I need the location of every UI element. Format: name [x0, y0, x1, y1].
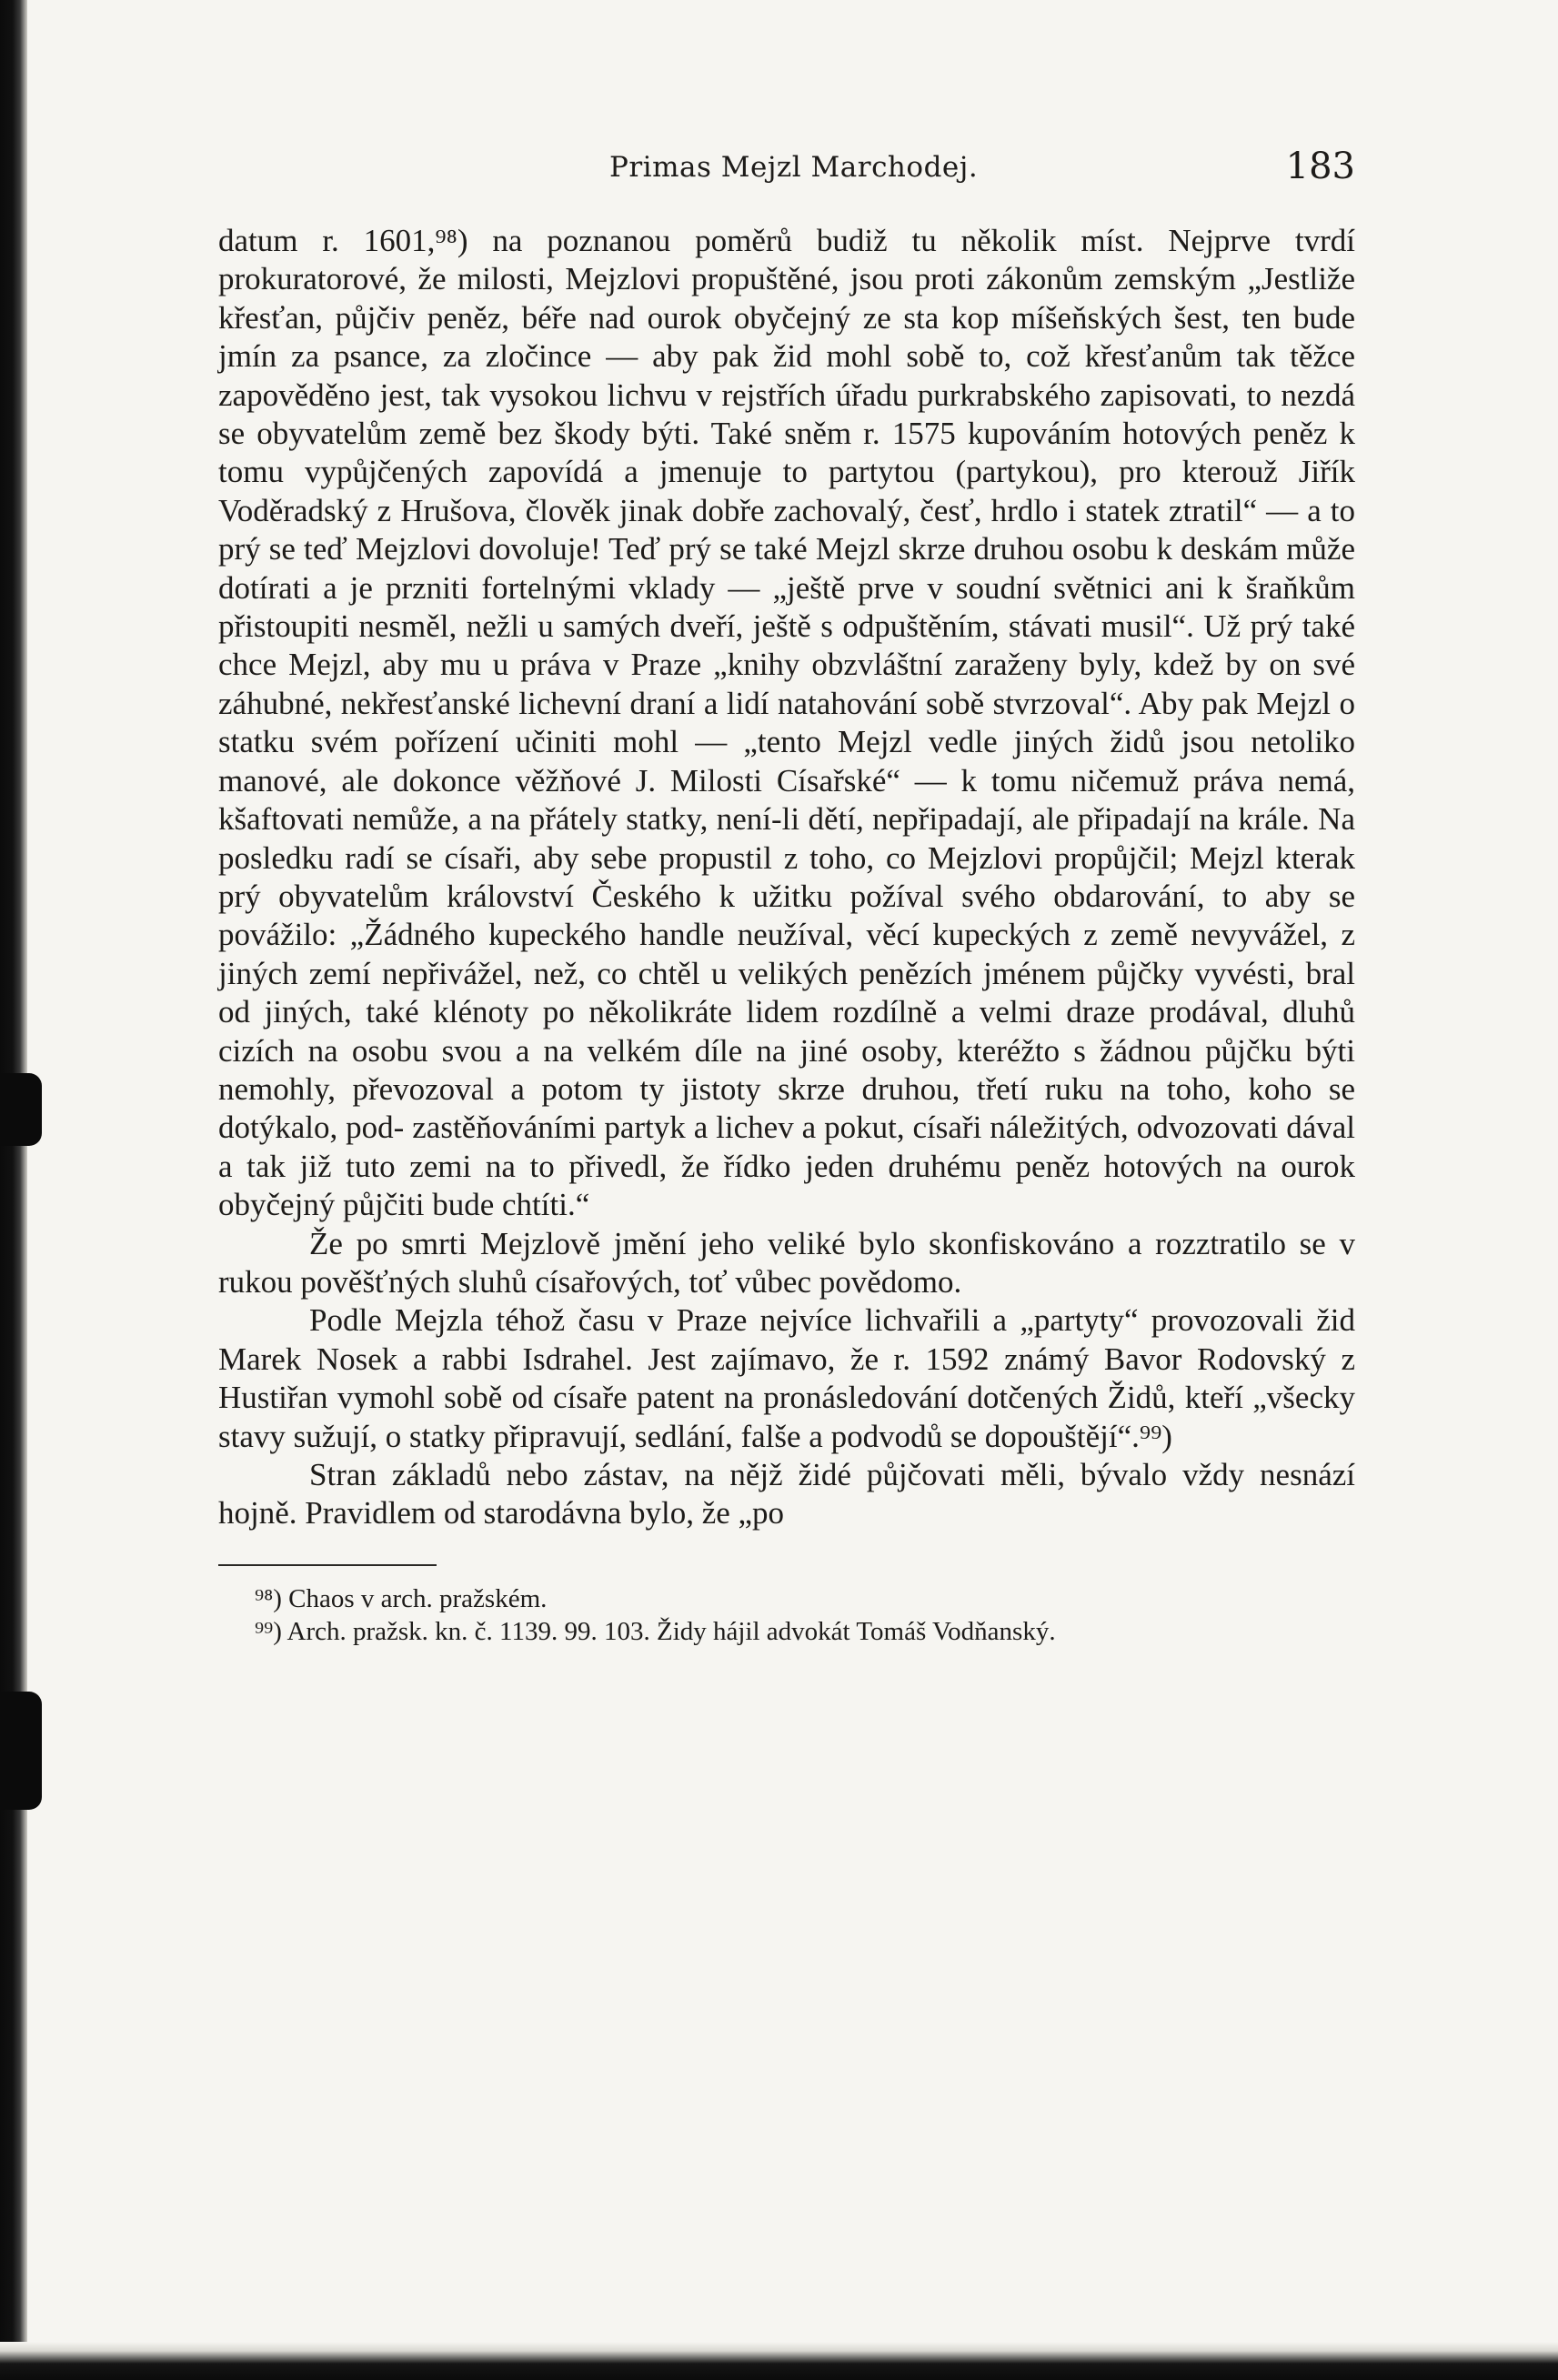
- running-head: Primas Mejzl Marchodej.: [609, 151, 979, 184]
- paragraph: Stran základů nebo zástav, na nějž židé půjčovati měli, bývalo vždy nesnází hojně. Pravidlem od starodávna bylo, že „po: [218, 1457, 1355, 1531]
- main-text: [218, 222, 1355, 1533]
- paragraph: Podle Mejzla téhož času v Praze nejvíce lichvařili a „partyty“ provozovali žid Marek Nosek a rabbi Isdrahel. Jest zajímavo, že r. 1592 známý Bavor Rodovský z Hustiřan vymohl sobě od císaře patent na pronásledování dotčených Židů, kteří „všecky stavy sužují, o statky připravují, sedlání, falše a podvodů se dopouštějí“.⁹⁹): [218, 1302, 1355, 1454]
- paragraph: Že po smrti Mejzlově jmění jeho veliké bylo skonfiskováno a rozztratilo se v rukou pověšťných sluhů císařových, toť vůbec povědomo.: [218, 1225, 1355, 1300]
- page-number: 183: [1285, 146, 1355, 187]
- footnotes: [218, 1582, 1355, 1648]
- footnote-divider: [218, 1564, 437, 1566]
- scan-left-edge: [0, 0, 27, 2380]
- footnote: ⁹⁸) Chaos v arch. pražském.: [255, 1583, 548, 1613]
- paragraph: datum r. 1601,⁹⁸) na poznanou poměrů budiž tu několik míst. Nejprve tvrdí prokuratorové, že milosti, Mejzlovi propuštěné, jsou proti zákonům zemským „Jestliže křesťan, půjčiv peněz, béře nad ourok obyčejný ze sta kop míšeňských šest, ten bude jmín za psance, za zločince — aby pak žid mohl sobě to, což křesťanům tak těžce zapověděno jest, tak vysokou lichvu v rejstřích úřadu purkrabského zapisovati, to nezdá se obyvatelům země bez škody býti. Také sněm r. 1575 kupováním hotových peněz k tomu vypůjčených zapovídá a jmenuje to partytou (partykou), pro kterouž Jiřík Voděradský z Hrušova, člověk jinak dobře zachovalý, česť, hrdlo i statek ztratil“ — a to prý se teď Mejzlovi dovoluje! Teď prý se také Mejzl skrze druhou osobu k deskám může dotírati a je przniti fortelnými vklady — „ještě prve v soudní světnici ani k šraňkům přistoupiti nesměl, nežli u samých dveří, ještě s odpuštěním, stávati musil“. Už prý také chce Mejzl, aby mu u práva v Praze „knihy obzvláštní zaraženy byly, kdež by on své záhubné, nekřesťanské lichevní draní a lidí natahování sobě stvrzoval“. Aby pak Mejzl o statku svém pořízení učiniti mohl — „tento Mejzl vedle jiných židů jsou netoliko manové, ale dokonce věžňové J. Milosti Císařské“ — k tomu ničemuž práva nemá, kšaftovati nemůže, a na přátely statky, není-li dětí, nepřipadají, ale připadají na krále. Na posledku radí se císaři, aby sebe propustil z toho, co Mejzlovi propůjčil; Mejzl kterak prý obyvatelům království Českého k užitku požíval svého obdarování, to aby se povážilo: „Žádného kupeckého handle neužíval, věcí kupeckých z země nevyvážel, z jiných zemí nepřivážel, než, co chtěl u velikých penězích jménem půjčky vyvésti, bral od jiných, také klénoty po několikráte lidem rozdílně a velmi draze prodával, dluhů cizích na osobu svou a na velkém díle na jiné osoby, kteréžto s žádnou půjčku býti nemohly, převozoval a potom ty jistoty skrze druhou, třetí ruku na toho, koho se dotýkalo, pod- zastěňováními partyk a lichev a pokut, císaři náležitých, odvozovati dával a tak již tuto zemi na to přivedl, že řídko jeden druhému peněz hotových na ourok obyčejný půjčiti bude chtíti.“: [218, 223, 1355, 1223]
- footnote: ⁹⁹) Arch. pražsk. kn. č. 1139. 99. 103. Židy hájil advokát Tomáš Vodňanský.: [255, 1616, 1056, 1646]
- scan-binding-notch: [0, 1692, 42, 1810]
- scan-bottom-edge: [0, 2342, 1558, 2380]
- book-page: [218, 146, 1355, 1648]
- scan-binding-notch: [0, 1073, 42, 1146]
- page-header: [218, 146, 1355, 200]
